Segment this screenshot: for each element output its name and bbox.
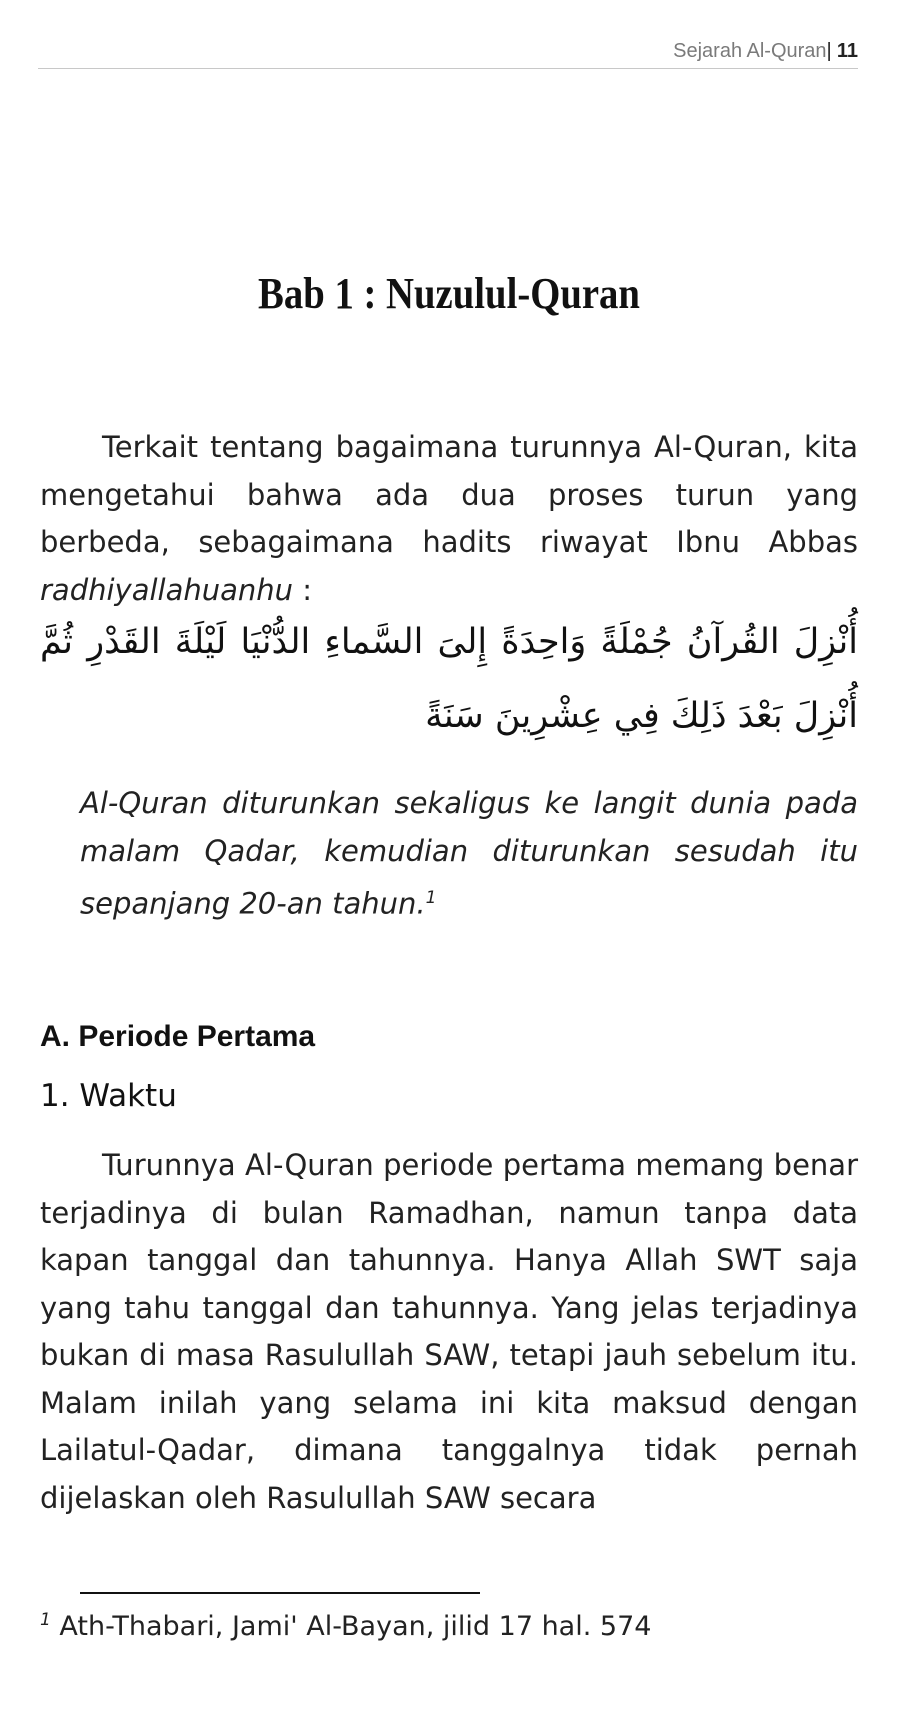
footnote bbox=[40, 1610, 651, 1642]
intro-end: : bbox=[293, 572, 313, 607]
footnote-divider bbox=[80, 1592, 480, 1594]
running-header bbox=[38, 40, 858, 69]
translation-text: Al-Quran diturunkan sekaligus ke langit dunia pada malam Qadar, kemudian diturunkan sesudah itu sepanjang 20-an tahun. bbox=[80, 786, 858, 921]
footnote-text: Ath-Thabari, Jami' Al-Bayan, jilid 17 hal. 574 bbox=[50, 1611, 652, 1642]
subsection-heading: 1. Waktu bbox=[40, 1078, 177, 1114]
body-text: Turunnya Al-Quran periode pertama memang benar terjadinya di bulan Ramadhan, namun tanpa data kapan tanggal dan tahunnya. Hanya Allah SWT saja yang tahu tanggal dan tahunnya. Yang jelas terjadinya bukan di masa Rasulullah SAW, tetapi jauh sebelum itu. Malam inilah yang selama ini kita maksud dengan Lailatul-Qadar, dimana tanggalnya tidak pernah dijelaskan oleh Rasulullah SAW secara bbox=[40, 1148, 858, 1515]
intro-text: Terkait tentang bagaimana turunnya Al-Quran, kita mengetahui bahwa ada dua proses turun yang berbeda, sebagaimana hadits riwayat Ibnu Abbas bbox=[40, 430, 858, 559]
section-heading: A. Periode Pertama bbox=[40, 1020, 316, 1053]
hadith-translation bbox=[80, 780, 858, 928]
intro-italic: radhiyallahuanhu bbox=[40, 572, 294, 607]
footnote-ref: 1 bbox=[425, 888, 437, 908]
running-title: Sejarah Al-Quran bbox=[673, 40, 827, 62]
intro-paragraph bbox=[40, 424, 858, 614]
chapter-title: Bab 1 : Nuzulul-Quran bbox=[258, 269, 640, 318]
body-paragraph bbox=[40, 1142, 858, 1522]
header-separator: | bbox=[826, 40, 832, 62]
hadith-arabic: أُنْزِلَ القُرآنُ جُمْلَةً وَاحِدَةً إِلىَ السَّماءِ الدُّنْيَا لَيْلَةَ القَدْرِ ثُمَّ أُنْزِلَ بَعْدَ ذَلِكَ فِي عِشْرِينَ سَنَةً bbox=[40, 622, 858, 736]
page-number: 11 bbox=[836, 40, 858, 62]
footnote-number: 1 bbox=[40, 1610, 51, 1630]
